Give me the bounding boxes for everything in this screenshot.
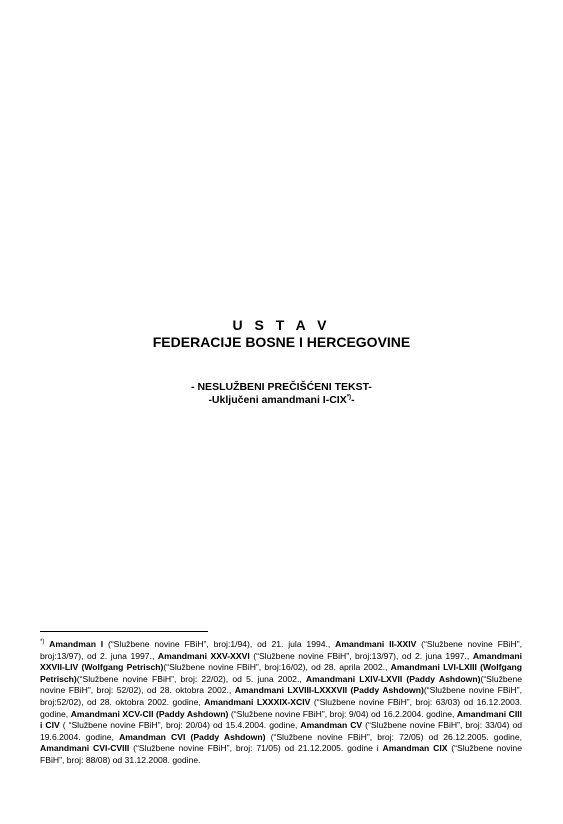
footnote-citation-text: (“Službene novine FBiH”, broj:13/97), od 2. juna 1997., xyxy=(40,639,522,661)
footnote-separator xyxy=(40,631,208,632)
footnote-citation-text: (“Službene novine FBiH”, broj: 9/04) od 16.2.2004. godine, xyxy=(228,708,457,719)
footnote-body xyxy=(40,639,522,765)
footnote-amendment-name: Amandmani LXXXIX-XCIV xyxy=(204,696,311,707)
footnote-citation-text: (“Službene novine FBiH”, broj: 71/05) od 21.12.2005. godine i xyxy=(129,743,383,754)
footnote-amendment-name: Amandman CV xyxy=(300,720,363,731)
footnote-citation-text: (“Službene novine FBiH”, broj: 63/03) od 16.12.2003. godine, xyxy=(40,696,522,719)
footnote-citation-text: (“Službene novine FBiH”, broj: 72/05) od 26.12.2005. godine, xyxy=(265,731,522,742)
footnote-amendment-name: Amandmani II-XXIV xyxy=(335,639,417,649)
subtitle-amandmani-end: - xyxy=(351,394,355,406)
footnote-amendment-name: Amandmani LXVIII-LXXXVII (Paddy Ashdown) xyxy=(234,685,424,696)
subtitle-line-tekst: - NESLUŽBENI PREČIŠĆENI TEKST- xyxy=(191,381,372,393)
title-line-ustav: U S T A V xyxy=(232,317,331,333)
subtitle-amandmani-text: -Uključeni amandmani I-CIX xyxy=(208,394,347,406)
footnote-citation-text: ( “Službene novine FBiH”, broj: 20/04) od 15.4.2004. godine, xyxy=(59,720,301,731)
subtitle-line-amandmani xyxy=(0,394,563,407)
footnote-amendment-name: Amandman CVI (Paddy Ashdown) xyxy=(119,731,266,742)
document-subtitle xyxy=(0,381,563,407)
footnote-citation-text: (“Službene novine FBiH”, broj:52/02), od 28. oktobra 2002. godine, xyxy=(40,685,522,707)
footnote-amendment-name: Amandmani LXIV-LXVII (Paddy Ashdown) xyxy=(305,673,481,684)
footnote-amendment-name: Amandman CIX xyxy=(382,743,448,754)
title-line-federacije: FEDERACIJE BOSNE I HERCEGOVINE xyxy=(152,334,411,350)
footnote-reference-mark: *) xyxy=(346,394,352,401)
footnote-citation-text: (“Službene novine FBiH”, broj:16/02), od 28. aprila 2002., xyxy=(163,662,391,673)
footnote-amendment-name: Amandmani LVI-LXIII (Wolfgang Petrisch) xyxy=(40,662,522,684)
footnote-citation-text: (“Službene novine FBiH”, broj: 22/02), od 5. juna 2002., xyxy=(76,673,306,684)
footnote-amendment-name: Amandmani CIII i CIV xyxy=(40,708,522,731)
footnote-citation-text: (“Službene novine FBiH”, broj: 52/02), od 28. oktobra 2002., xyxy=(40,673,523,696)
document-title xyxy=(0,317,563,351)
footnote-citation-text: (“Službene novine FBiH”, broj:1/94), od 21. jula 1994., xyxy=(103,639,336,649)
footnote xyxy=(40,639,522,767)
footnote-citation-text: (“Službene novine FBiH”, broj: 33/04) od 19.6.2004. godine, xyxy=(40,720,523,742)
footnote-citation-text: (“Službene novine FBiH”, broj: 88/08) od 31.12.2008. godine. xyxy=(40,743,522,765)
footnote-amendment-name: Amandmani XXVII-LIV (Wolfgang Petrisch) xyxy=(40,650,522,673)
footnote-amendment-name: Amandmani XCV-CII (Paddy Ashdown) xyxy=(70,708,229,719)
footnote-amendment-name: Amandman I xyxy=(49,639,104,649)
footnote-amendment-name: Amandmani XXV-XXVI xyxy=(157,650,250,661)
footnote-mark: *) xyxy=(40,639,45,646)
footnote-amendment-name: Amandmani CVI-CVIII xyxy=(40,743,130,754)
footnote-citation-text: (“Službene novine FBiH”, broj:13/97), od 2. juna 1997., xyxy=(249,650,473,661)
